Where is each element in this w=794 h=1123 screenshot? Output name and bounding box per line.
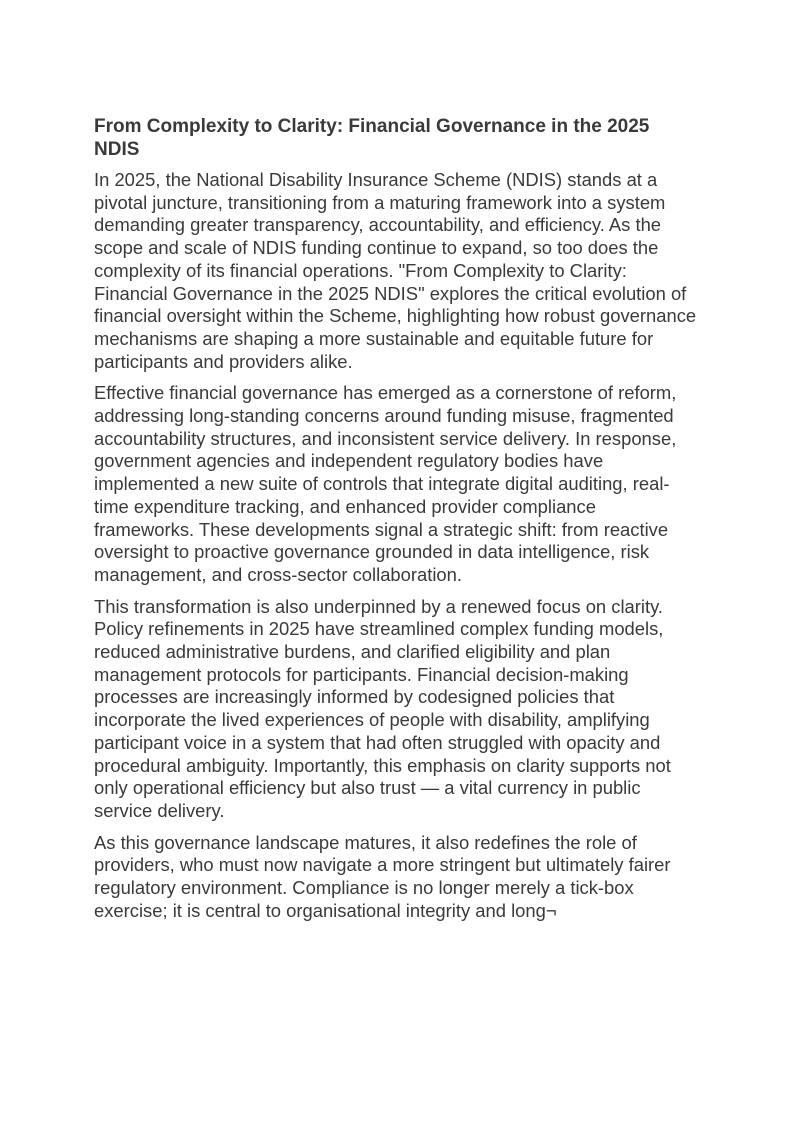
document-title: From Complexity to Clarity: Financial Governance in the 2025 NDIS	[94, 116, 650, 160]
paragraph-providers: As this governance landscape matures, it also redefines the role of providers, who must now navigate a more stringent but ultimately fairer regulatory environment. Compliance is no longer merely a tick-box exercise; it is central to organisational integrity and long¬	[94, 831, 671, 921]
paragraph-introduction: In 2025, the National Disability Insurance Scheme (NDIS) stands at a pivotal juncture, transitioning from a maturing framework into a system demanding greater transparency, accountability, and efficiency. As the scope and scale of NDIS funding continue to expand, so too does the complexity of its financial operations. "From Complexity to Clarity: Financial Governance in the 2025 NDIS" explores the critical evolution of financial oversight within the Scheme, highlighting how robust governance mechanisms are shaping a more sustainable and equitable future for participants and providers alike.	[94, 169, 697, 372]
paragraph-governance: Effective financial governance has emerged as a cornerstone of reform, addressing long-standing concerns around funding misuse, fragmented accountability structures, and inconsistent service delivery. In response, government agencies and independent regulatory bodies have implemented a new suite of controls that integrate digital auditing, real-time expenditure tracking, and enhanced provider compliance frameworks. These developments signal a strategic shift: from reactive oversight to proactive governance grounded in data intelligence, risk management, and cross-sector collaboration.	[94, 382, 677, 585]
paragraph-clarity: This transformation is also underpinned by a renewed focus on clarity. Policy refinements in 2025 have streamlined complex funding models, reduced administrative burdens, and clarified eligibility and plan management protocols for participants. Financial decision-making processes are increasingly informed by codesigned policies that incorporate the lived experiences of people with disability, amplifying participant voice in a system that had often struggled with opacity and procedural ambiguity. Importantly, this emphasis on clarity supports not only operational efficiency but also trust — a vital currency in public service delivery.	[94, 595, 671, 821]
document-page	[94, 115, 699, 932]
